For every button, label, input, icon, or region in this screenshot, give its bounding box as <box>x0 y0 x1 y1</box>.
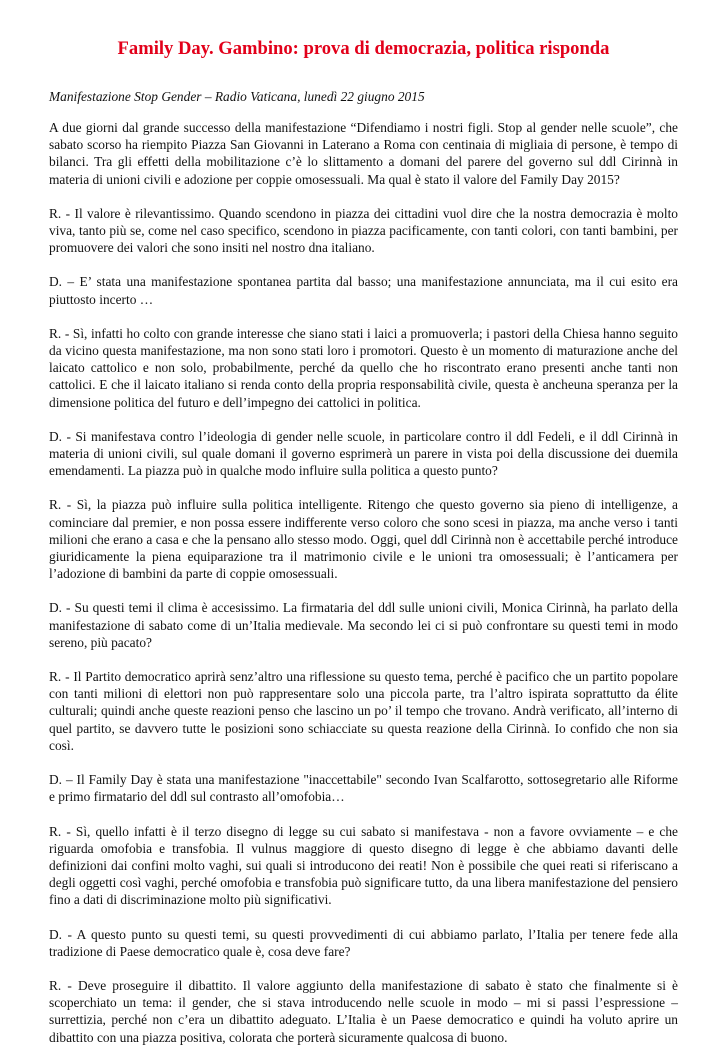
document-page <box>49 28 678 1063</box>
document-subtitle: Manifestazione Stop Gender – Radio Vaticana, lunedì 22 giugno 2015 <box>49 89 425 104</box>
answer-paragraph-4: R. - Il Partito democratico aprirà senz’altro una riflessione su questo tema, perché è pacifico che un partito popolare con tanti milioni di elettori non può rappresentare solo una piccola parte, tra l’altro ispirata soprattutto da élite culturali; quindi anche queste reazioni penso che lascino un po’ il tempo che trovano. Andrà verificato, all’interno di quel partito, se davvero tutte le posizioni sono schiacciate su questa reazione della Cirinnà. Io confido che non sia così. <box>49 669 678 753</box>
question-paragraph-1: D. – E’ stata una manifestazione spontanea partita dal basso; una manifestazione annunciata, ma il cui esito era piuttosto incerto … <box>49 274 678 307</box>
question-paragraph-5: D. - A questo punto su questi temi, su questi provvedimenti di cui abbiamo parlato, l’Italia per tenere fede alla tradizione di Paese democratico quale è, cosa deve fare? <box>49 926 678 959</box>
answer-paragraph-3: R. - Sì, la piazza può influire sulla politica intelligente. Ritengo che questo governo sia pieno di intelligenze, a cominciare dal premier, e non possa essere indifferente verso coloro che sono scesi in piazza, ma anche verso i tanti milioni che erano a casa e che la pensano allo stesso modo. Oggi, quel ddl Cirinnà non è accettabile perché introduce giuridicamente la piena equiparazione tra il matrimonio civile e le unioni tra omosessuali; è l’anticamera per l’adozione di bambini da parte di coppie omosessuali. <box>49 497 678 582</box>
intro-paragraph: A due giorni dal grande successo della manifestazione “Difendiamo i nostri figli. Stop al gender nelle scuole”, che sabato scorso ha riempito Piazza San Giovanni in Laterano a Roma con centinaia di migliaia di persone, è tempo di bilanci. Tra gli effetti della mobilitazione c’è lo slittamento a domani del parere del governo sul ddl Cirinnà in materia di unioni civili e adozione per coppie omosessuali. Ma qual è stato il valore del Family Day 2015? <box>49 120 678 187</box>
question-paragraph-2: D. - Si manifestava contro l’ideologia di gender nelle scuole, in particolare contro il ddl Fedeli, e il ddl Cirinnà in materia di unioni civili, sul quale domani il governo esprimerà un parere in vista poi della discussione dei duemila emendamenti. La piazza può in qualche modo influire sulla politica a questo punto? <box>49 428 678 479</box>
answer-paragraph-1: R. - Il valore è rilevantissimo. Quando scendono in piazza dei cittadini vuol dire che la nostra democrazia è molto viva, tanto più se, come nel caso specifico, scendono in piazza pacificamente, con tanti colori, con tanti bambini, per promuovere dei valori che sono insiti nel nostro dna italiano. <box>49 205 678 256</box>
document-title: Family Day. Gambino: prova di democrazia, politica risponda <box>117 38 610 59</box>
answer-paragraph-6: R. - Deve proseguire il dibattito. Il valore aggiunto della manifestazione di sabato è stato che finalmente si è scoperchiato un tema: il gender, che si stava introducendo nelle scuole in modo – mi si passi l’espressione – surrettizia, perché non c’era un dibattito adeguato. L’Italia è un Paese democratico e quindi ha voluto aprire un dibattito con una piazza positiva, colorata che porterà sicuramente qualcosa di buono. <box>49 977 678 1045</box>
answer-paragraph-5: R. - Sì, quello infatti è il terzo disegno di legge su cui sabato si manifestava - non a favore ovviamente – e che riguarda omofobia e transfobia. Il vulnus maggiore di questo disegno di legge è che abbiamo davanti delle definizioni dai confini molto vaghi, sui quali si introducono dei reati! Non è possibile che quei reati si riferiscano a degli oggetti così vaghi, perché omofobia e transfobia può significare tutto, da una libera manifestazione del pensiero fino a dati di discriminazione molto più significativi. <box>49 823 678 908</box>
question-paragraph-4: D. – Il Family Day è stata una manifestazione "inaccettabile" secondo Ivan Scalfarotto, sottosegretario alle Riforme e primo firmatario del ddl sul contrasto all’omofobia… <box>49 772 678 805</box>
question-paragraph-3: D. - Su questi temi il clima è accesissimo. La firmataria del ddl sulle unioni civili, Monica Cirinnà, ha parlato della manifestazione di sabato come di un’Italia medievale. Ma secondo lei ci si può confrontare su questi temi in modo sereno, più pacato? <box>49 600 678 650</box>
answer-paragraph-2: R. - Sì, infatti ho colto con grande interesse che siano stati i laici a promuoverla; i pastori della Chiesa hanno seguito da vicino questa manifestazione, ma non sono stati loro i promotori. Questo è un momento di maturazione anche del laicato cattolico e non solo, probabilmente, perché da quello che ho riscontrato erano presenti anche tanti non cattolici. E che il laicato italiano si renda conto della propria responsabilità civile, questa è ancheuna speranza per la dimensione politica del futuro e dell’impegno dei cattolici in politica. <box>49 325 678 410</box>
